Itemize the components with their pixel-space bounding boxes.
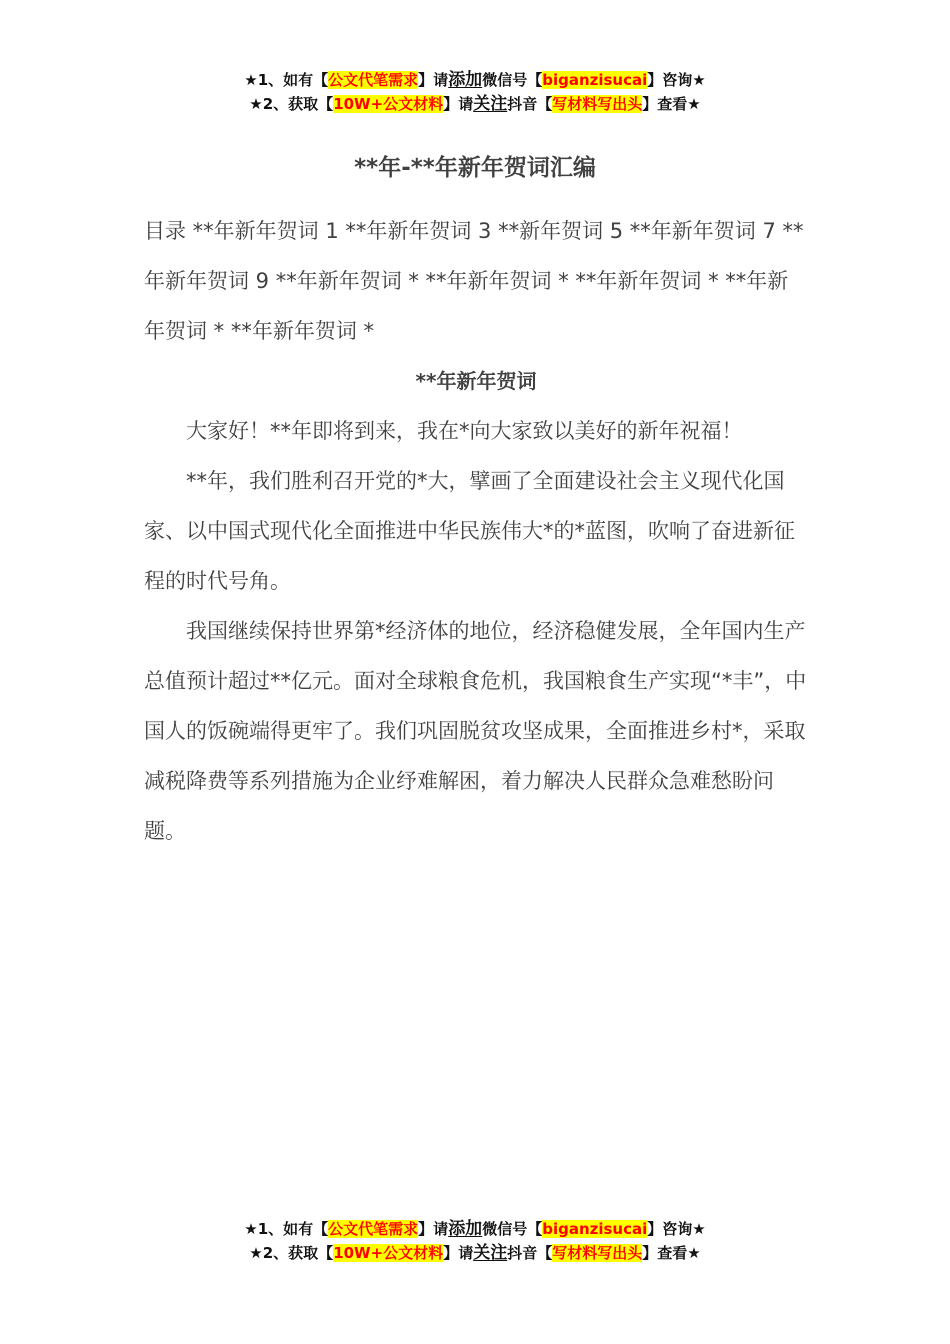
banner-text: 】查看★ (642, 1244, 701, 1262)
document-body (144, 206, 808, 856)
banner-highlight: 写材料写出头 (552, 1244, 643, 1262)
banner-highlight: 10W+公文材料 (333, 95, 444, 113)
banner-text: 】请 (418, 71, 449, 89)
document-title: **年-**年新年贺词汇编 (354, 155, 596, 181)
banner-highlight: biganzisucai (542, 71, 648, 89)
banner-text: ★1、如有【 (244, 71, 329, 89)
banner-highlight: biganzisucai (542, 1220, 648, 1238)
paragraph: **年，我们胜利召开党的*大，擘画了全面建设社会主义现代化国家、以中国式现代化全面推进中华民族伟大*的*蓝图，吹响了奋进新征程的时代号角。 (144, 469, 795, 593)
header-banner (0, 68, 950, 116)
banner-highlight: 10W+公文材料 (333, 1244, 444, 1262)
banner-line-2 (0, 92, 950, 116)
banner-text: 抖音【 (507, 95, 553, 113)
banner-line-1 (0, 1217, 950, 1241)
banner-underline: 关注 (473, 1243, 508, 1263)
banner-text: ★2、获取【 (249, 95, 334, 113)
banner-text: 】请 (443, 1244, 474, 1262)
banner-highlight: 公文代笔需求 (328, 1220, 419, 1238)
banner-text: 】查看★ (642, 95, 701, 113)
banner-text: 】咨询★ (647, 1220, 706, 1238)
banner-highlight: 写材料写出头 (552, 95, 643, 113)
banner-line-2 (0, 1241, 950, 1265)
banner-text: 微信号【 (482, 71, 543, 89)
banner-text: 】请 (418, 1220, 449, 1238)
banner-highlight: 公文代笔需求 (328, 71, 419, 89)
banner-underline: 关注 (473, 94, 508, 114)
paragraph: 我国继续保持世界第*经济体的地位，经济稳健发展，全年国内生产总值预计超过**亿元。面对全球粮食危机，我国粮食生产实现“*丰”，中国人的饭碗端得更牢了。我们巩固脱贫攻坚成果，全面推进乡村*，采取减税降费等系列措施为企业纾难解困，着力解决人民群众急难愁盼问题。 (144, 619, 807, 843)
banner-text: 】咨询★ (647, 71, 706, 89)
banner-text: 】请 (443, 95, 474, 113)
banner-text: 微信号【 (482, 1220, 543, 1238)
banner-line-1 (0, 68, 950, 92)
footer-banner (0, 1217, 950, 1265)
banner-text: ★1、如有【 (244, 1220, 329, 1238)
banner-underline: 添加 (448, 1219, 483, 1239)
table-of-contents: 目录 **年新年贺词 1 **年新年贺词 3 **新年贺词 5 **年新年贺词 7 **年新年贺词 9 **年新年贺词 * **年新年贺词 * **年新年贺词 * **年新年贺词 * **年新年贺词 * (144, 219, 804, 343)
banner-text: ★2、获取【 (249, 1244, 334, 1262)
paragraph: 大家好！**年即将到来，我在*向大家致以美好的新年祝福！ (186, 419, 743, 443)
banner-text: 抖音【 (507, 1244, 553, 1262)
section-title: **年新年贺词 (415, 369, 537, 393)
banner-underline: 添加 (448, 70, 483, 90)
